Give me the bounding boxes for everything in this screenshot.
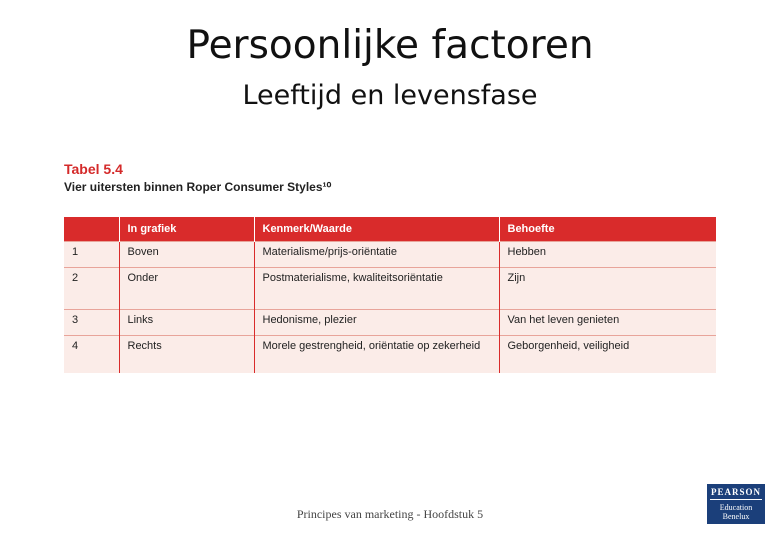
table-row xyxy=(64,310,716,336)
logo-line-1: Education xyxy=(719,503,753,512)
cell-number: 1 xyxy=(64,242,119,268)
slide-footer: Principes van marketing - Hoofdstuk 5 xyxy=(296,507,484,521)
cell-in-grafiek: Rechts xyxy=(119,336,254,374)
table-row xyxy=(64,336,716,374)
cell-behoefte: Zijn xyxy=(499,268,716,310)
cell-behoefte: Van het leven genieten xyxy=(499,310,716,336)
slide-title: Persoonlijke factoren xyxy=(186,23,594,68)
table-caption: Vier uitersten binnen Roper Consumer Styles¹⁰ xyxy=(64,180,332,194)
cell-behoefte: Hebben xyxy=(499,242,716,268)
cell-kenmerk-waarde: Materialisme/prijs-oriëntatie xyxy=(254,242,499,268)
cell-in-grafiek: Boven xyxy=(119,242,254,268)
table-label: Tabel 5.4 xyxy=(64,161,123,177)
header-in-grafiek: In grafiek xyxy=(119,217,254,242)
cell-number: 2 xyxy=(64,268,119,310)
logo-line-2: Benelux xyxy=(722,512,750,521)
cell-in-grafiek: Links xyxy=(119,310,254,336)
logo-subtext xyxy=(707,500,765,521)
table-header-row xyxy=(64,217,716,242)
cell-number: 4 xyxy=(64,336,119,374)
slide-subtitle: Leeftijd en levensfase xyxy=(242,80,538,111)
roper-table xyxy=(64,217,716,373)
table-row xyxy=(64,242,716,268)
header-kenmerk-waarde: Kenmerk/Waarde xyxy=(254,217,499,242)
cell-kenmerk-waarde: Morele gestrengheid, oriëntatie op zekerheid xyxy=(254,336,499,374)
pearson-logo xyxy=(707,484,765,524)
cell-kenmerk-waarde: Hedonisme, plezier xyxy=(254,310,499,336)
header-number xyxy=(64,217,119,242)
cell-kenmerk-waarde: Postmaterialisme, kwaliteitsoriëntatie xyxy=(254,268,499,310)
header-behoefte: Behoefte xyxy=(499,217,716,242)
table-row xyxy=(64,268,716,310)
cell-number: 3 xyxy=(64,310,119,336)
cell-behoefte: Geborgenheid, veiligheid xyxy=(499,336,716,374)
cell-in-grafiek: Onder xyxy=(119,268,254,310)
logo-brand: PEARSON xyxy=(710,484,762,500)
